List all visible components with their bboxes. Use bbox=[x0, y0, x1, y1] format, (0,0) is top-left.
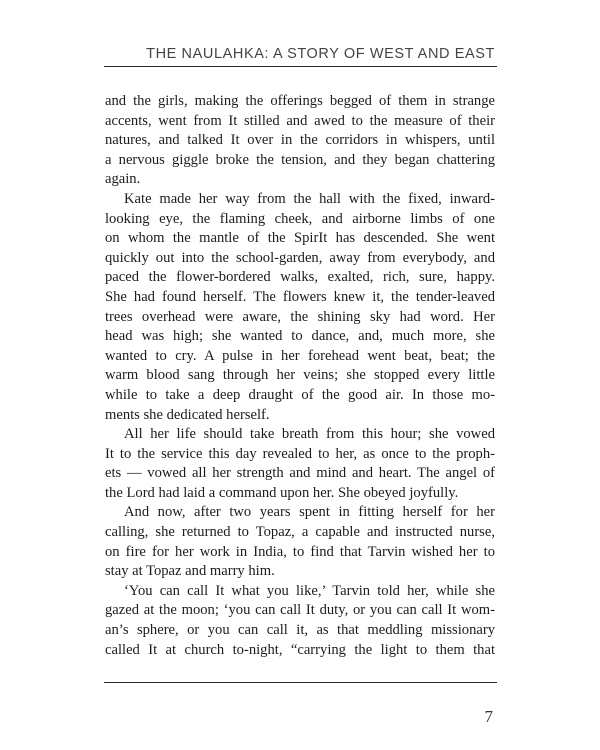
page-number: 7 bbox=[484, 707, 493, 726]
body-line: ets — vowed all her strength and mind and heart. The angel of bbox=[105, 465, 495, 482]
body-line: ‘You can call It what you like,’ Tarvin told her, while she bbox=[124, 582, 495, 599]
body-line: accents, went from It stilled and awed to the measure of their bbox=[105, 112, 495, 129]
footer-rule bbox=[104, 682, 497, 683]
running-head: THE NAULAHKA: A STORY OF WEST AND EAST bbox=[146, 46, 495, 62]
body-line: on whom the mantle of the SpirIt has descended. She went bbox=[105, 230, 495, 247]
body-line: She had found herself. The flowers knew it, the tender-leaved bbox=[105, 288, 495, 305]
body-line: again. bbox=[105, 171, 141, 188]
body-line: the Lord had laid a command upon her. She obeyed joyfully. bbox=[105, 484, 459, 501]
body-line: stay at Topaz and marry him. bbox=[105, 563, 275, 580]
body-line: paced the flower-bordered walks, exalted, rich, sure, happy. bbox=[105, 269, 495, 286]
body-line: called It at church to-night, “carrying the light to them that bbox=[105, 641, 495, 658]
body-line: gazed at the moon; ‘you can call It duty, or you can call It wom- bbox=[105, 602, 495, 619]
body-line: wanted to cry. A pulse in her forehead went beat, beat; the bbox=[105, 347, 495, 364]
body-line: trees overhead were aware, the shining sky had word. Her bbox=[105, 308, 495, 325]
body-line: an’s sphere, or you can call it, as that meddling missionary bbox=[105, 622, 495, 639]
body-line: quickly out into the school-garden, away from everybody, and bbox=[105, 249, 495, 266]
body-line: warm blood sang through her veins; she stopped every little bbox=[105, 367, 495, 384]
body-line: a nervous giggle broke the tension, and they began chattering bbox=[105, 151, 495, 168]
body-line: calling, she returned to Topaz, a capable and instructed nurse, bbox=[105, 524, 495, 541]
body-line: It to the service this day revealed to her, as once to the proph- bbox=[105, 445, 495, 462]
body-text bbox=[105, 92, 495, 660]
body-line: head was high; she wanted to dance, and, much more, she bbox=[105, 328, 495, 345]
body-line: natures, and talked It over in the corridors in whispers, until bbox=[105, 132, 495, 149]
body-line: All her life should take breath from this hour; she vowed bbox=[124, 426, 495, 443]
header-rule bbox=[104, 66, 497, 67]
body-line: And now, after two years spent in fitting herself for her bbox=[124, 504, 495, 521]
body-line: and the girls, making the offerings begged of them in strange bbox=[105, 93, 495, 109]
body-line: ments she dedicated herself. bbox=[105, 406, 270, 423]
body-line: looking eye, the flaming cheek, and airborne limbs of one bbox=[105, 210, 495, 227]
body-line: while to take a deep draught of the good air. In those mo- bbox=[105, 386, 495, 403]
body-line: Kate made her way from the hall with the fixed, inward- bbox=[124, 190, 495, 207]
body-line: on fire for her work in India, to find that Tarvin wished her to bbox=[105, 543, 495, 560]
